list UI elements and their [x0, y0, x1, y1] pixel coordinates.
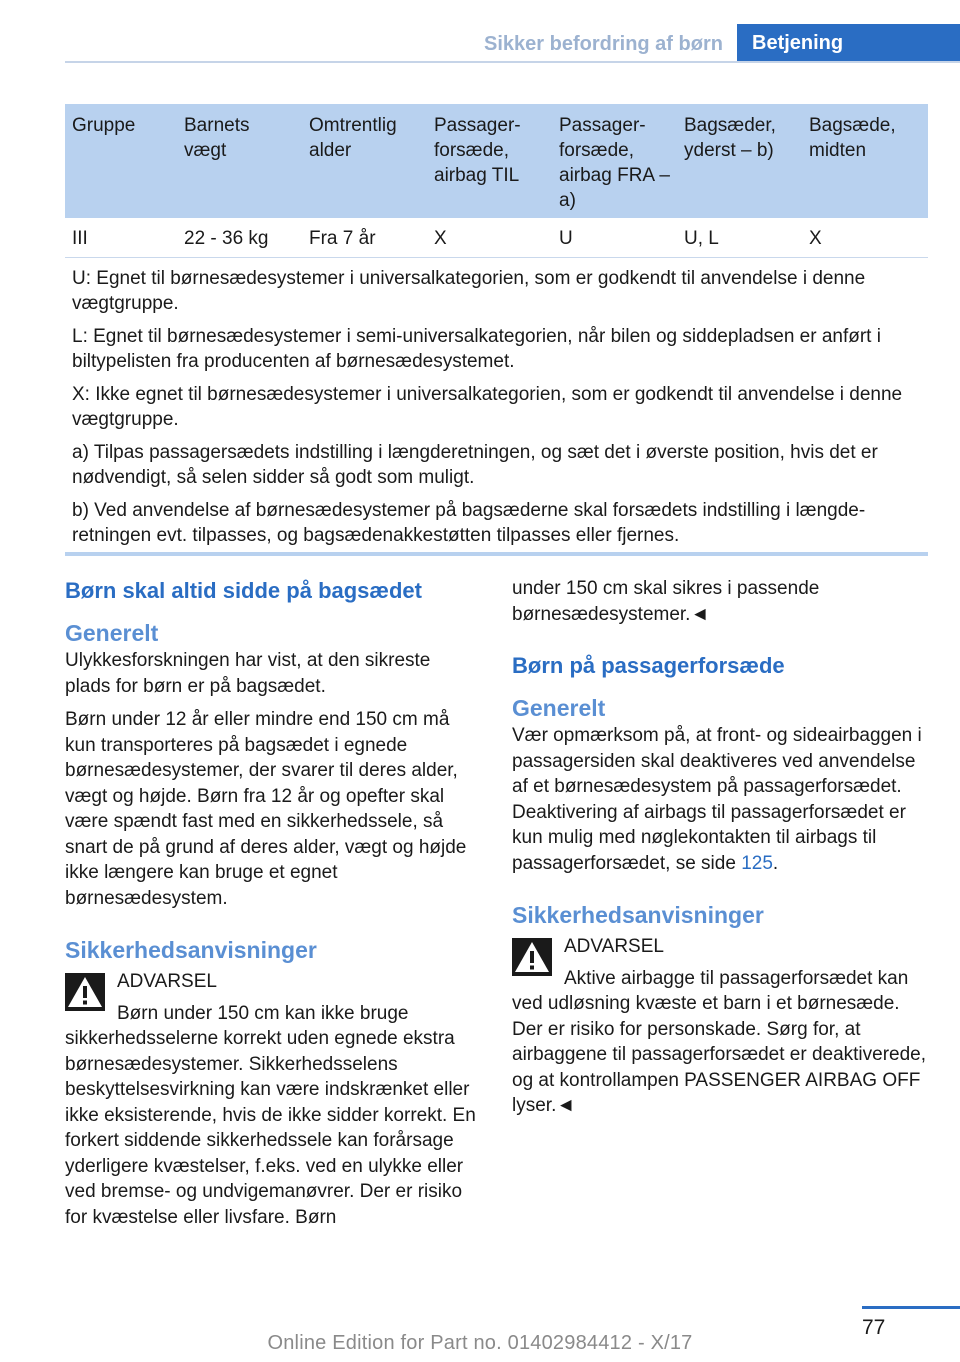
table-cell: X	[809, 228, 822, 249]
chapter-tab: Betjening	[737, 24, 960, 62]
table-note: b) Ved anvendelse af børnesædesystemer på bagsæderne skal forsædets indstilling i længde-retningen evt. tilpasses, og bagsædenakkestøtten tilpasses eller fjernes.	[72, 500, 866, 546]
table-note: U: Egnet til børnesædesystemer i universalkategorien, som er godkendt til anvendelse i denne vægtgruppe.	[72, 268, 866, 314]
paragraph-continuation: under 150 cm skal sikres i passende børnesædesystemer.◄	[512, 578, 820, 625]
header-rule	[65, 61, 960, 63]
right-column	[512, 576, 928, 1119]
section-title: Sikker befordring af børn	[484, 33, 723, 55]
table-header-cell: Bagsæder, yderst – b)	[684, 115, 776, 161]
table-cell: U, L	[684, 228, 719, 249]
table-note: X: Ikke egnet til børnesædesystemer i universalkategorien, som er godkendt til anvendelse i denne vægtgruppe.	[72, 384, 903, 430]
edition-footer: Online Edition for Part no. 01402984412 - X/17	[267, 1332, 693, 1354]
table-cell: X	[434, 228, 447, 249]
table-note: a) Tilpas passagersædets indstilling i længderetningen, og sæt det i øverste position, hvis det er nødvendigt, så selen sidder så godt som muligt.	[72, 442, 878, 488]
table-cell: Fra 7 år	[309, 228, 376, 249]
child-seat-table	[65, 104, 928, 556]
table-cell: III	[72, 228, 88, 249]
table-notes	[65, 258, 928, 548]
section-heading: Børn skal altid sidde på bagsædet	[65, 578, 422, 603]
table-header-cell: Barnets vægt	[184, 115, 250, 161]
table-header-row	[65, 104, 928, 218]
page-header	[0, 0, 960, 64]
warning-block	[65, 969, 481, 1230]
table-cell: U	[559, 228, 573, 249]
section-heading: Børn på passagerforsæde	[512, 653, 785, 678]
warning-text: Aktive airbagge til passagerforsædet kan ved udløsning kvæste et barn i et børnesæde. Der er risiko for personskade. Sørg for, at airbaggene til passagerforsædet er deaktiverede, og at kontrollampen PASSENGER AIRBAG OFF lyser.◄	[512, 967, 927, 1116]
paragraph	[512, 723, 928, 876]
table-header-cell: Bagsæde, midten	[809, 115, 896, 161]
table-row	[65, 218, 928, 258]
paragraph-text: .	[772, 852, 779, 874]
paragraph: Børn under 12 år eller mindre end 150 cm må kun transporteres på bagsædet i egnede børnesædesystemer, der svarer til deres alder, vægt og højde. Børn fra 12 år og opefter skal være spændt fast med en sikkerhedssele, så snart de på grund af deres alder, vægt og højde ikke længere kan bruge et egnet børnesædesystem.	[65, 709, 467, 909]
subheading-general: Generelt	[512, 695, 606, 721]
table-header-cell: Passager-forsæde, airbag FRA – a)	[559, 115, 670, 211]
paragraph: Ulykkesforskningen har vist, at den sikreste plads for børn er på bagsædet.	[65, 650, 431, 697]
page-number: 77	[862, 1316, 886, 1339]
subheading-safety: Sikkerhedsanvisninger	[65, 937, 317, 963]
warning-label: ADVARSEL	[564, 936, 664, 957]
paragraph-text: Vær opmærksom på, at front- og sideairbaggen i passagersiden skal deaktiveres ved anvendelse af et børnesædesystem på passagerforsædet. Deaktivering af airbags til passagerforsædet er kun mulig med nøglekontakten til airbags til passagerforsædet, se side	[512, 725, 922, 874]
table-note: L: Egnet til børnesædesystemer i semi-universalkategorien, når bilen og siddepladsen er anført i biltypelisten fra producenten af børnesædesystemet.	[72, 326, 881, 372]
warning-label: ADVARSEL	[117, 971, 217, 992]
page-reference-link[interactable]: 125	[741, 852, 773, 874]
table-header-cell: Gruppe	[72, 115, 136, 136]
table-header-cell: Passager-forsæde, airbag TIL	[434, 115, 521, 186]
table-end-rule	[65, 552, 928, 556]
subheading-general: Generelt	[65, 620, 159, 646]
page-number-rule	[862, 1306, 960, 1309]
table-header-cell: Omtrentlig alder	[309, 115, 397, 161]
warning-block	[512, 934, 928, 1119]
subheading-safety: Sikkerhedsanvisninger	[512, 902, 764, 928]
warning-text: Børn under 150 cm kan ikke bruge sikkerhedsselerne korrekt uden egnede ekstra børnesædesystemer. Sikkerhedsselens beskyttelsesvirkning kan være indskrænket eller ikke eksisterende, hvis de ikke sidder korrekt. En forkert siddende sikkerhedssele kan forårsage yderligere kvæstelser, f.eks. ved en ulykke eller ved bremse- og undvigemanøvrer. Der er risiko for kvæstelse eller livsfare. Børn	[65, 1002, 476, 1228]
warning-triangle-icon	[65, 973, 105, 1011]
left-column	[65, 576, 481, 1230]
table-cell: 22 - 36 kg	[184, 228, 269, 249]
warning-triangle-icon	[512, 938, 552, 976]
